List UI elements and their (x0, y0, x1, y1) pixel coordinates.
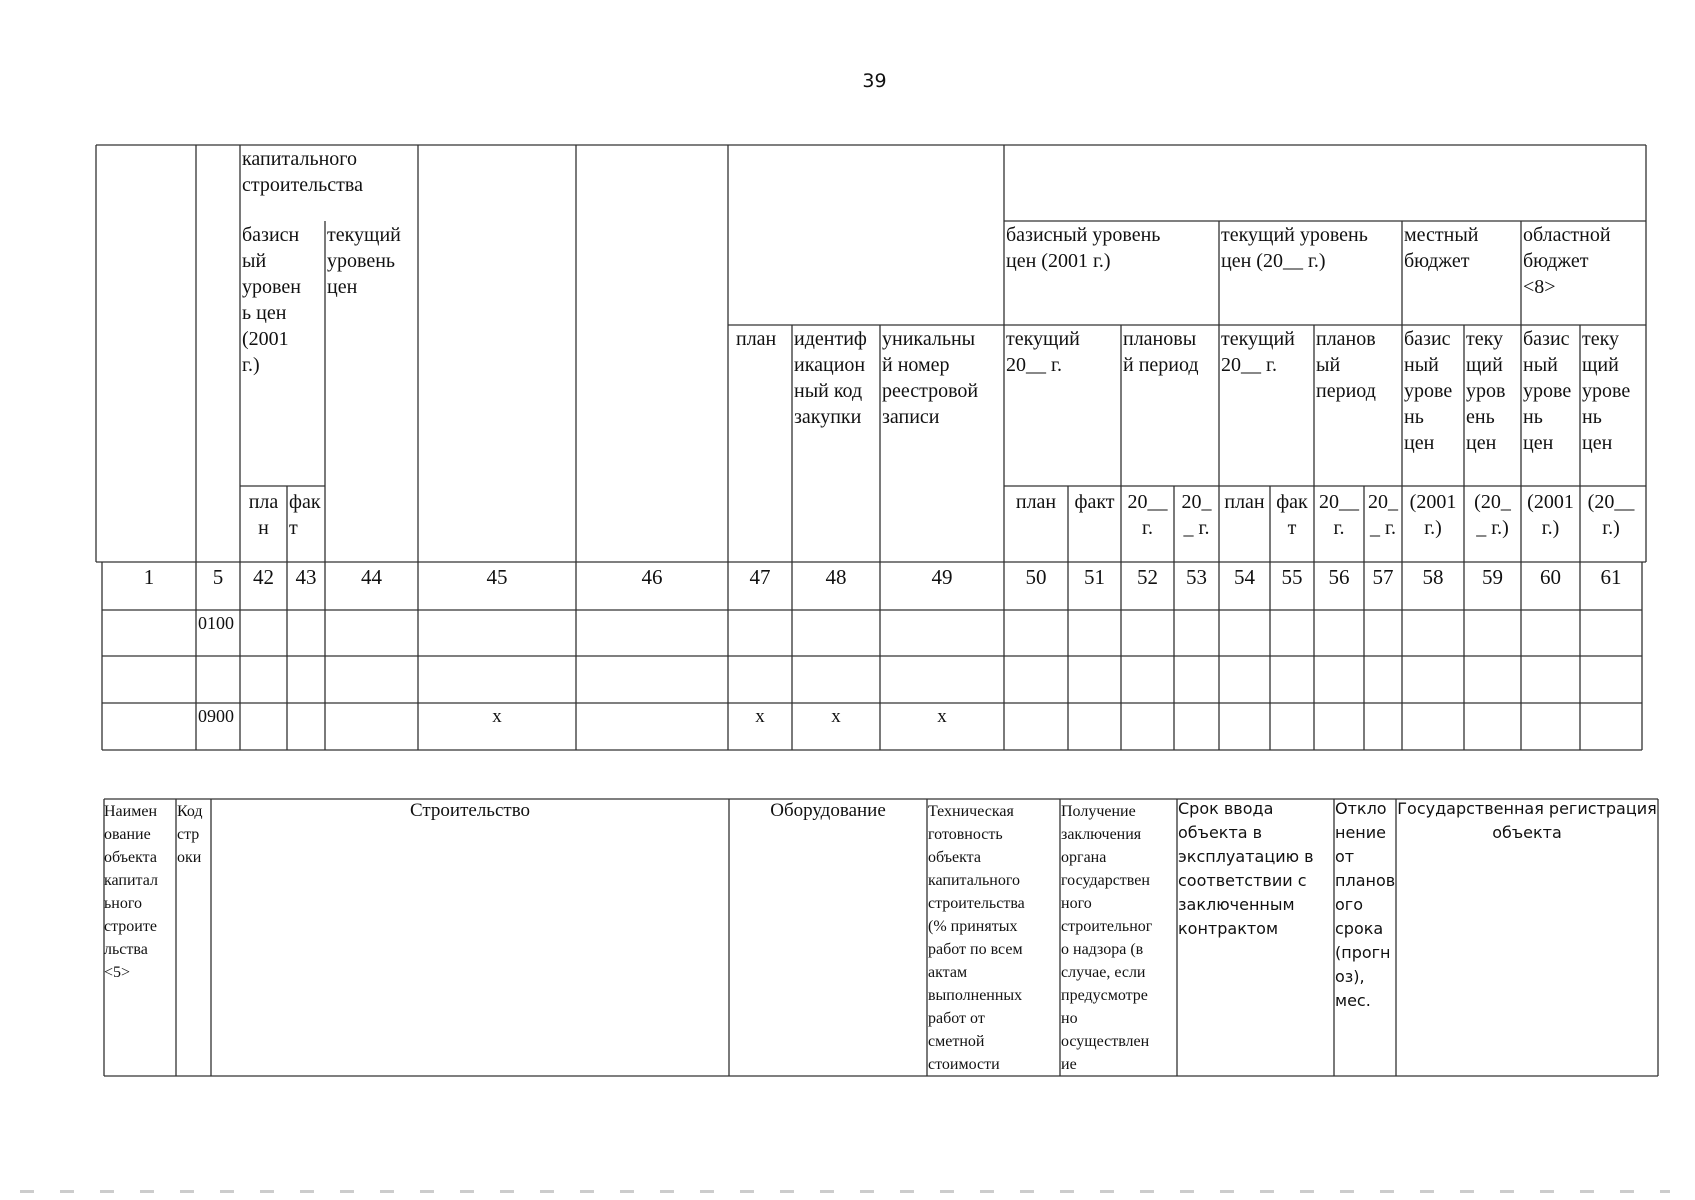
bottom-header-construction: Строительство (409, 800, 531, 821)
header-bazisny-short-a: базис ный урове нь цен (1404, 328, 1453, 454)
header-tekushchy-short-b: теку щий урове нь цен (1582, 328, 1631, 454)
header-tekushch-price: текущий уровень цен (327, 224, 401, 298)
bottom-header-tech-readiness: Техническая готовность объекта капитального строительства (% принятых работ по всем актам выполненных работ от сметной стоимости (928, 803, 1025, 1073)
column-number: 61 (1600, 565, 1622, 589)
header-plan-small: пла н (248, 491, 279, 539)
page-number: 39 (862, 70, 887, 92)
cell-mark-x: x (831, 706, 841, 727)
header-oblastnoy: областной бюджет <8> (1523, 224, 1611, 298)
column-number: 53 (1186, 565, 1207, 589)
header-tekushchy-short-a: теку щий уров ень цен (1466, 328, 1506, 454)
header-fakt-small: фак т (289, 491, 321, 539)
header-plan: план (736, 328, 777, 350)
header-yr2001-a: (2001 г.) (1409, 491, 1457, 539)
header-unique-num: уникальны й номер реестровой записи (882, 328, 979, 428)
column-number: 51 (1084, 565, 1105, 589)
header-bazisny-short-b: базис ный урове нь цен (1523, 328, 1572, 454)
column-number: 47 (749, 565, 771, 589)
cell-mark-x: x (937, 706, 947, 727)
row-code: 0900 (198, 706, 234, 726)
header-y20-a: 20__ г. (1127, 491, 1168, 539)
scan-artifact (20, 1190, 1670, 1193)
header-plan-b: план (1224, 491, 1265, 513)
row-code: 0100 (198, 613, 234, 633)
header-yr2001-b: (2001 г.) (1527, 491, 1574, 539)
column-number: 1 (143, 565, 155, 589)
column-number: 42 (253, 565, 274, 589)
header-yr20-a: (20_ _ г.) (1474, 491, 1511, 539)
header-fakt-a: факт (1074, 491, 1115, 513)
header-planovy-period-b: планов ый период (1316, 328, 1376, 402)
column-number: 55 (1281, 565, 1303, 589)
bottom-header-conclusion: Получение заключения органа государствен ного строительног о надзора (в случае, если предусмотре но осуществлен ие (1061, 803, 1153, 1073)
column-number: 45 (486, 565, 508, 589)
bottom-header-name: Наимен ование объекта капитал ьного строите льства <5> (104, 803, 158, 981)
header-tekushchy-level: текущий уровень цен (20__ г.) (1221, 224, 1368, 272)
header-fakt-b: фак т (1276, 491, 1308, 539)
bottom-header-commissioning: Срок ввода объекта в эксплуатацию в соответствии с заключенным контрактом (1178, 799, 1314, 938)
bottom-header-registration: Государственная регистрация объекта (1397, 799, 1657, 842)
header-mestny: местный бюджет (1404, 224, 1479, 272)
column-number: 57 (1372, 565, 1394, 589)
column-number: 50 (1025, 565, 1047, 589)
header-y20-d: 20_ _ г. (1368, 491, 1398, 539)
header-y20-c: 20__ г. (1319, 491, 1359, 539)
column-number: 60 (1540, 565, 1561, 589)
header-yr20-b: (20__ г.) (1587, 491, 1635, 539)
column-number: 58 (1422, 565, 1444, 589)
cell-mark-x: x (492, 706, 502, 727)
header-kapital: капитального строительства (242, 148, 363, 196)
header-tekushchy-20-a: текущий 20__ г. (1006, 328, 1080, 376)
column-number: 52 (1137, 565, 1158, 589)
header-y20-b: 20_ _ г. (1181, 491, 1212, 539)
header-bazisn-price: базисн ый уровен ь цен (2001 г.) (242, 224, 301, 376)
header-bazisny-level: базисный уровень цен (2001 г.) (1006, 224, 1161, 272)
column-number: 59 (1482, 565, 1503, 589)
column-number: 54 (1234, 565, 1255, 589)
header-ikz: идентиф икацион ный код закупки (794, 328, 867, 428)
bottom-header-code: Код стр оки (177, 803, 203, 866)
header-planovy-period-a: плановы й период (1123, 328, 1199, 376)
column-number: 5 (212, 565, 224, 589)
bottom-header-equipment: Оборудование (770, 800, 886, 821)
column-number: 49 (931, 565, 953, 589)
column-number: 43 (295, 565, 317, 589)
column-number: 56 (1328, 565, 1350, 589)
bottom-header-deviation: Откло нение от планов ого срока (прогн оз), мес. (1335, 799, 1396, 1010)
column-number: 48 (825, 565, 847, 589)
header-plan-a: план (1015, 491, 1057, 513)
cell-mark-x: x (755, 706, 765, 727)
column-number: 46 (641, 565, 663, 589)
column-number: 44 (361, 565, 382, 589)
header-tekushchy-20-b: текущий 20__ г. (1221, 328, 1295, 376)
